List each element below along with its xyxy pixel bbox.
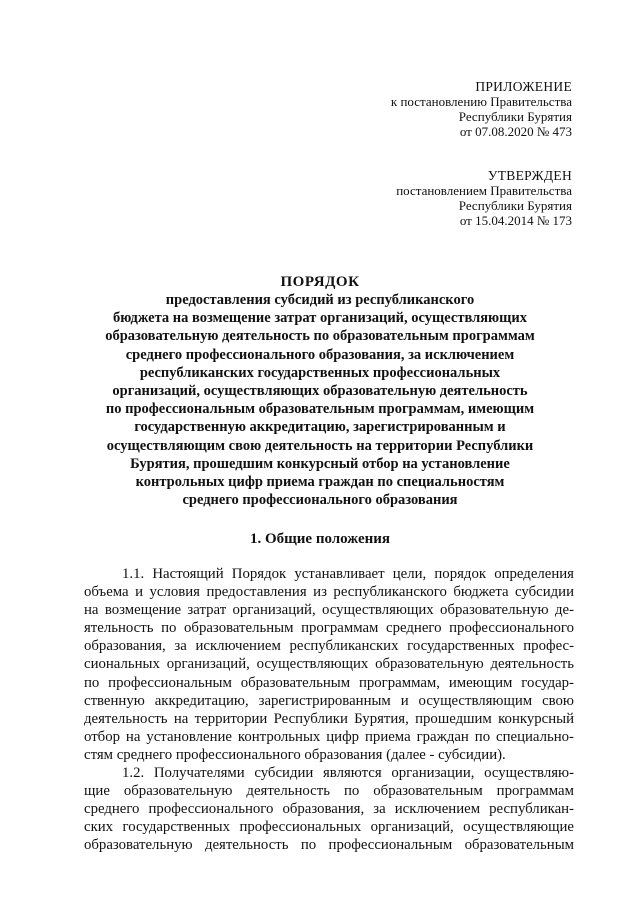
title-main: ПОРЯДОК (280, 274, 360, 290)
paragraph-line: объема и условия предоставления из республиканского бюджета субсидии (84, 584, 574, 601)
title-line: по профессиональным образовательным программам, имеющим (105, 401, 535, 418)
title-line: контрольных цифр приема граждан по специальностям (135, 474, 505, 491)
paragraph-line: ятельность по образовательным программам среднего профессионального (84, 620, 574, 637)
title-line: государственную аккредитацию, зарегистрированным и (134, 419, 506, 436)
title-line: бюджета на возмещение затрат организаций, осуществляющих (112, 310, 527, 327)
appendix-line: к постановлению Правительства (390, 94, 572, 109)
title-line: организаций, осуществляющих образовательную деятельность (112, 383, 528, 400)
approved-line: Республики Бурятия (458, 198, 572, 213)
approved-heading: УТВЕРЖДЕН (487, 168, 572, 183)
paragraph-line: щие образовательную деятельность по образовательным программам (84, 783, 574, 800)
approved-block (396, 168, 572, 228)
paragraph-line: стям среднего профессионального образования (далее - субсидии). (84, 746, 506, 763)
approved-line: от 15.04.2014 № 173 (459, 213, 572, 228)
paragraph-line: деятельность на территории Республики Бурятия, прошедшим конкурсный (84, 710, 574, 727)
approved-line: постановлением Правительства (396, 183, 572, 198)
appendix-line: Республики Бурятия (458, 109, 572, 124)
paragraph-line: ских государственных профессиональных организаций, осуществляющие (84, 819, 574, 836)
title-line: образовательную деятельность по образовательным программам (105, 328, 535, 345)
paragraph-line: ственную аккредитацию, зарегистрированным и осуществляющим свою (84, 692, 574, 709)
paragraph-line: на возмещение затрат организаций, осуществляющих образовательную де- (84, 602, 574, 619)
paragraph-line: образовательную деятельность по профессиональным образовательным (84, 837, 574, 854)
title-line: среднего профессионального образования (182, 492, 458, 509)
body-text (84, 565, 574, 855)
title-line: республиканских государственных профессиональных (139, 364, 501, 381)
paragraph-line: образования, за исключением республиканских государственных профес- (84, 638, 574, 655)
title-line: осуществляющим свою деятельность на территории Республики (106, 437, 534, 454)
appendix-heading: ПРИЛОЖЕНИЕ (475, 79, 572, 94)
title-line: среднего профессионального образования, за исключением (125, 346, 515, 363)
paragraph-line: среднего профессионального образования, за исключением республикан- (84, 801, 574, 818)
title-line: предоставления субсидий из республиканского (165, 292, 475, 308)
section-heading: 1. Общие положения (249, 531, 391, 547)
title-line: Бурятия, прошедшим конкурсный отбор на установление (130, 455, 510, 472)
appendix-line: от 07.08.2020 № 473 (459, 124, 572, 139)
appendix-block (391, 79, 572, 139)
document-title (90, 273, 550, 509)
paragraph-line: отбор на установление контрольных цифр приема граждан по специально- (84, 728, 574, 745)
paragraph-line: сиональных организаций, осуществляющих образовательную деятельность (84, 656, 574, 673)
paragraph-line: 1.2. Получателями субсидии являются организации, осуществляю- (122, 765, 574, 782)
paragraph-line: по профессиональным образовательным программам, имеющим государ- (84, 674, 574, 691)
paragraph-line: 1.1. Настоящий Порядок устанавливает цели, порядок определения (122, 566, 574, 582)
